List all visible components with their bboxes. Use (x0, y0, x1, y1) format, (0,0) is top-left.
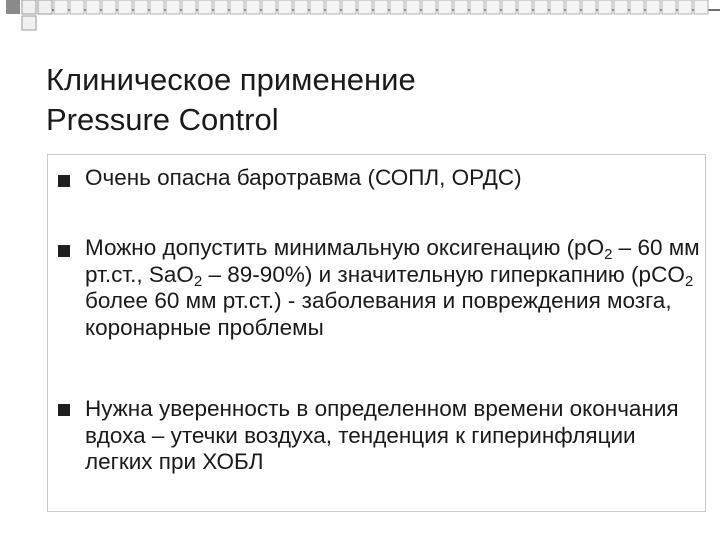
bullet-item-3-text: Нужна уверенность в определенном времени окончания вдоха – утечки воздуха, тенденция к гиперинфляции легких при ХОБЛ (85, 396, 679, 474)
bullet-item-2-text-part: – 60 мм рт.ст., SaO (85, 235, 700, 287)
square-bullet-icon (58, 404, 70, 416)
deco-square-row (54, 0, 708, 14)
bullet-item-2-text-part: Можно допустить минимальную оксигенацию (pO (85, 235, 605, 260)
bullet-item-2-text (85, 235, 700, 340)
square-bullet-icon (58, 175, 70, 187)
bullet-item-3 (85, 396, 700, 476)
bullet-item-2 (85, 235, 700, 341)
deco-square (6, 0, 20, 14)
deco-square (38, 0, 52, 14)
bullet-item-2-text-part: более 60 мм рт.ст.) - заболевания и повреждения мозга, коронарные проблемы (85, 288, 672, 340)
header-decoration (0, 0, 720, 40)
deco-square (22, 16, 36, 30)
deco-square (22, 0, 36, 14)
slide-title (46, 60, 686, 140)
subscript: 2 (193, 272, 203, 290)
bullet-item-1-text: Очень опасна баротравма (СОПЛ, ОРДС) (85, 165, 522, 190)
slide-title-line-1: Клиническое применение (46, 62, 416, 97)
bullet-item-1 (85, 165, 700, 192)
slide-title-line-2: Pressure Control (46, 102, 279, 137)
subscript: 2 (684, 272, 694, 290)
subscript: 2 (604, 246, 613, 263)
square-bullet-icon (58, 245, 70, 257)
bullet-item-2-text-part: – 89-90%) и значительную гиперкапнию (pCO (202, 261, 685, 287)
